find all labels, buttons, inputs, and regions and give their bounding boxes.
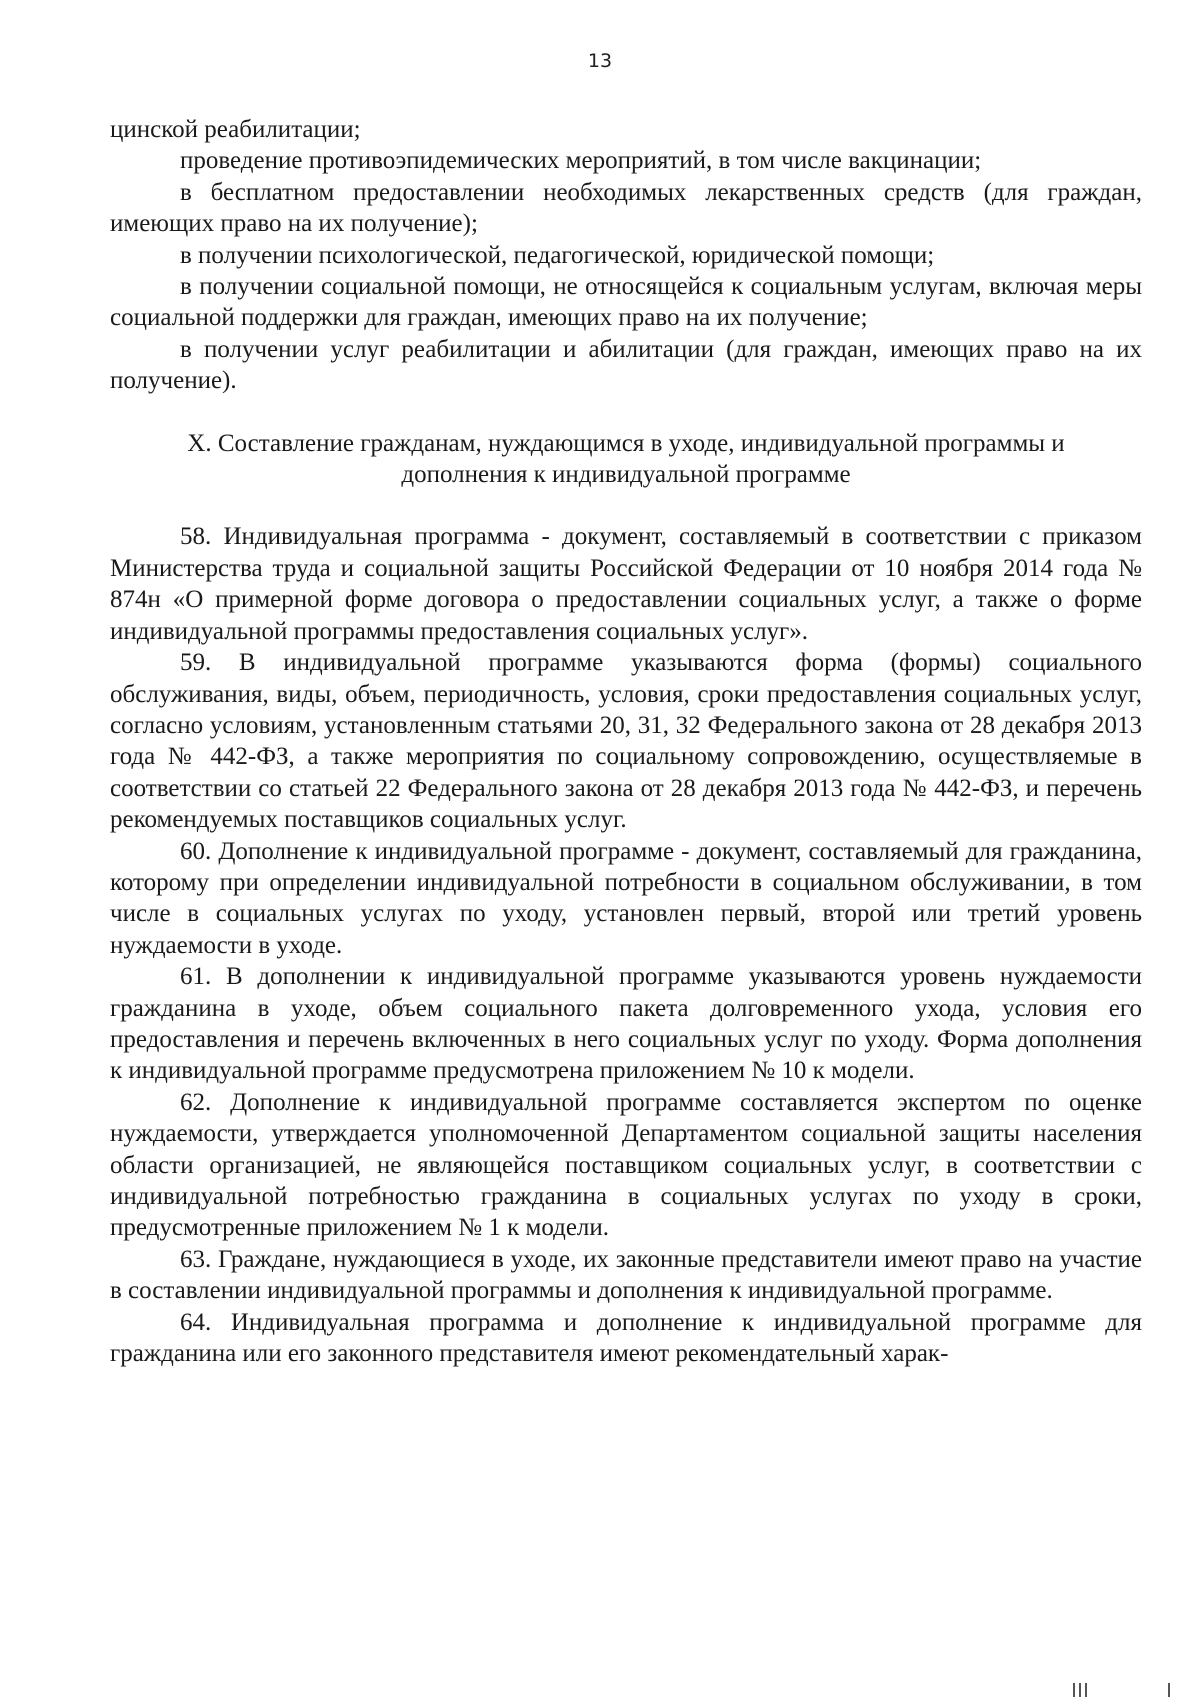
paragraph-60: 60. Дополнение к индивидуальной программе - документ, составляемый для гражданина, которому при определении индивидуальной потребности в социальном обслуживании, в том числе в социальных услугах по уходу, установлен первый, второй или третий уровень нуждаемости в уходе.: [110, 837, 1142, 959]
scan-artifact: [1085, 1683, 1087, 1697]
paragraph-63: 63. Граждане, нуждающиеся в уходе, их законные представители имеют право на участие в составлении индивидуальной программы и дополнения к индивидуальной программе.: [110, 1245, 1142, 1305]
scan-artifact: [1168, 1683, 1170, 1697]
list-item: в получении социальной помощи, не относящейся к социальным услугам, включая меры социальной поддержки для граждан, имеющих право на их получение;: [110, 273, 1142, 332]
list-item: в получении психологической, педагогической, юридической помощи;: [180, 241, 935, 269]
document-body: [110, 114, 1142, 1369]
continuation-line: цинской реабилитации;: [110, 116, 361, 143]
scan-artifact: [1079, 1683, 1081, 1697]
list-item: в получении услуг реабилитации и абилитации (для граждан, имеющих право на их получение).: [110, 335, 1142, 395]
scan-artifact: [1073, 1683, 1075, 1697]
paragraph-61: 61. В дополнении к индивидуальной программе указываются уровень нуждаемости гражданина в уходе, объем социального пакета долговременного ухода, условия его предоставления и перечень включенных в него социальных услуг по уходу. Форма дополнения к индивидуальной программе предусмотрена приложением № 10 к модели.: [110, 963, 1142, 1085]
paragraph-59: 59. В индивидуальной программе указываются форма (формы) социального обслуживания, виды, объем, периодичность, условия, сроки предоставления социальных услуг, согласно условиям, установленным статьями 20, 31, 32 Федерального закона от 28 декабря 2013 года № 442-ФЗ, а также мероприятия по социальному сопровождению, осуществляемые в соответствии со статьей 22 Федерального закона от 28 декабря 2013 года № 442-ФЗ, и перечень рекомендуемых поставщиков социальных услуг.: [110, 649, 1142, 834]
page-number: 13: [587, 50, 613, 72]
section-heading: X. Составление гражданам, нуждающимся в уходе, индивидуальной программы и дополнения к индивидуальной программе: [187, 429, 1065, 489]
paragraph-64: 64. Индивидуальная программа и дополнение к индивидуальной программе для гражданина или его законного представителя имеют рекомендательный харак-: [110, 1308, 1142, 1368]
list-item: в бесплатном предоставлении необходимых лекарственных средств (для граждан, имеющих право на их получение);: [110, 178, 1142, 238]
paragraph-58: 58. Индивидуальная программа - документ, составляемый в соответствии с приказом Министерства труда и социальной защиты Российской Федерации от 10 ноября 2014 года № 874н «О примерной форме договора о предоставлении социальных услуг, а также о форме индивидуальной программы предоставления социальных услуг».: [110, 523, 1142, 645]
list-item: проведение противоэпидемических мероприятий, в том числе вакцинации;: [180, 147, 982, 175]
paragraph-62: 62. Дополнение к индивидуальной программе составляется экспертом по оценке нуждаемости, утверждается уполномоченной Департаментом социальной защиты населения области организацией, не являющейся поставщиком социальных услуг, в соответствии с индивидуальной потребностью гражданина в социальных услугах по уходу в сроки, предусмотренные приложением № 1 к модели.: [110, 1088, 1142, 1242]
